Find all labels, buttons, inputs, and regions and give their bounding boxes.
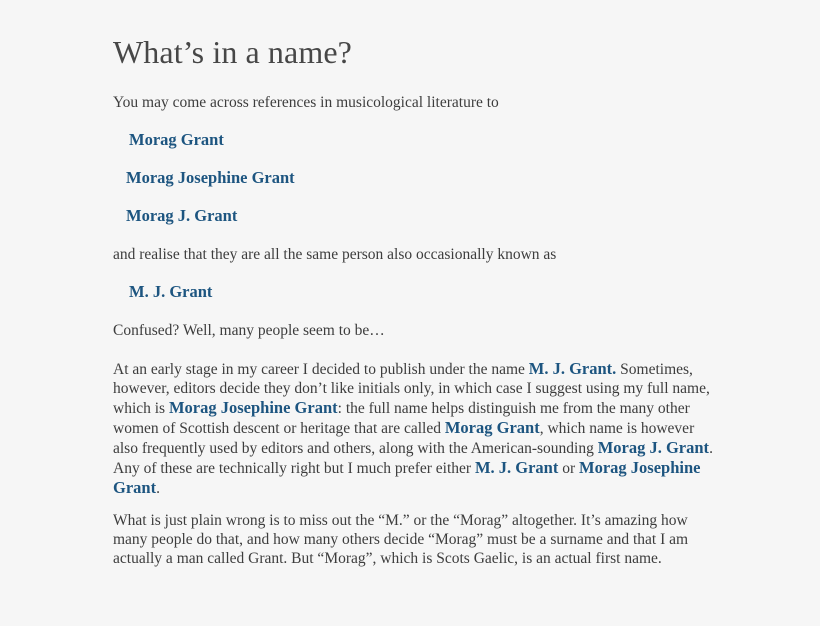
page-title: What’s in a name? xyxy=(113,34,352,70)
career-text-4: , which name is however also frequently used by editors and others, along with the American-sounding xyxy=(113,420,695,457)
career-name-4: Morag J. Grant xyxy=(597,438,710,457)
career-name-3: Morag Grant xyxy=(444,418,540,437)
career-name-6: Morag Josephine Grant xyxy=(113,458,701,497)
wrong-paragraph: What is just plain wrong is to miss out the “M.” or the “Morag” altogether. It’s amazing how many people do that, and how many others decide “Morag” must be a surname and that I am actually a man called Grant. But “Morag”, which is Scots Gaelic, is an actual first name. xyxy=(113,512,689,567)
career-text-7: . xyxy=(156,480,160,497)
realise-text: and realise that they are all the same person also occasionally known as xyxy=(113,246,557,263)
career-text-5: . Any of these are technically right but I much prefer either xyxy=(113,440,713,477)
confused-text: Confused? Well, many people seem to be… xyxy=(113,322,385,339)
name-morag-j-grant: Morag J. Grant xyxy=(126,206,238,225)
career-text-6: or xyxy=(558,460,580,477)
career-text-1: At an early stage in my career I decided to publish under the name xyxy=(113,361,529,378)
career-name-2: Morag Josephine Grant xyxy=(168,398,338,417)
career-name-1: M. J. Grant. xyxy=(528,359,617,378)
career-text-2: Sometimes, however, editors decide they don’t like initials only, in which case I suggest using my full name, which is xyxy=(113,361,710,417)
intro-text: You may come across references in musicological literature to xyxy=(113,94,499,111)
name-morag-grant: Morag Grant xyxy=(129,130,224,149)
name-morag-josephine-grant: Morag Josephine Grant xyxy=(126,168,295,187)
career-text-3: : the full name helps distinguish me from the many other women of Scottish descent or heritage that are called xyxy=(113,400,690,437)
name-m-j-grant: M. J. Grant xyxy=(129,282,213,301)
career-paragraph xyxy=(113,359,713,498)
career-name-5: M. J. Grant xyxy=(474,458,559,477)
